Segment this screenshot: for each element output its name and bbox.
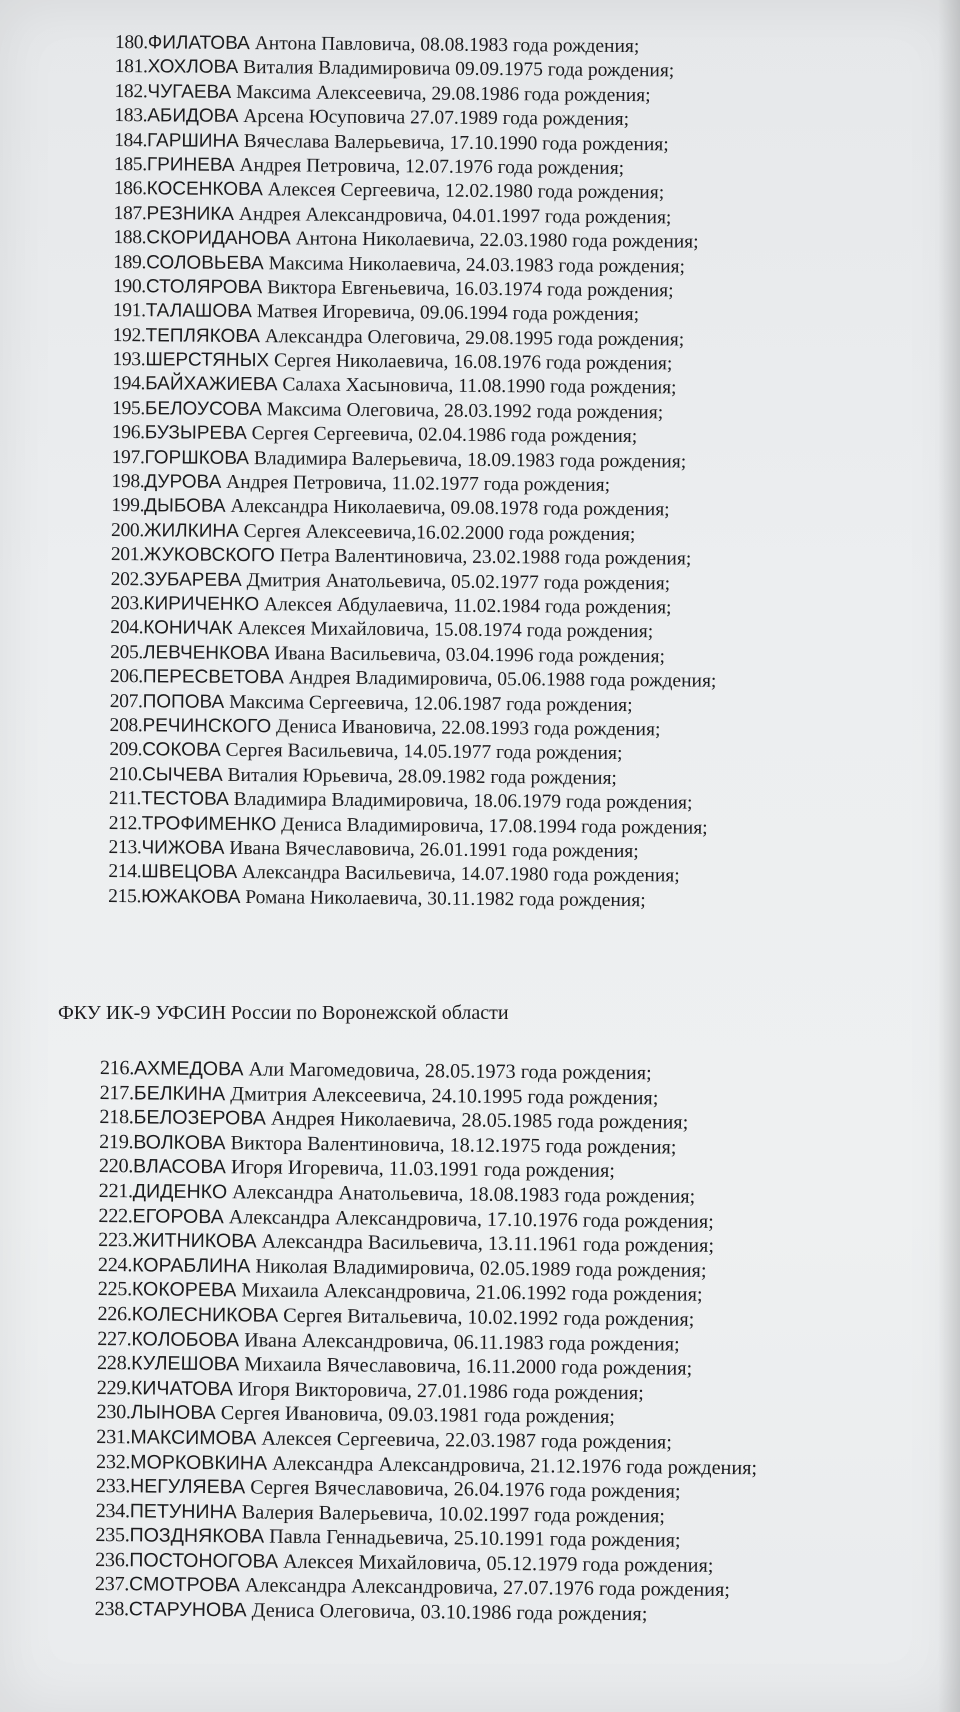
item-number: 204. xyxy=(110,617,144,639)
item-number: 216. xyxy=(99,1057,135,1080)
person-details: Михаила Вячеславовича, 16.11.2000 года рождения; xyxy=(239,1353,693,1380)
surname: КОСЕНКОВА xyxy=(146,178,263,201)
surname: КОРАБЛИНА xyxy=(132,1254,251,1278)
item-number: 196. xyxy=(111,422,145,444)
person-details: Сергея Витальевича, 10.02.1992 года рождения; xyxy=(278,1304,695,1331)
item-number: 230. xyxy=(96,1401,131,1424)
person-details: Салаха Хасыновича, 11.08.1990 года рождения; xyxy=(277,374,677,399)
item-number: 205. xyxy=(110,641,144,664)
surname: СМОТРОВА xyxy=(128,1573,240,1597)
person-details: Петра Валентиновича, 23.02.1988 года рождения; xyxy=(274,545,692,570)
item-number: 208. xyxy=(109,714,143,737)
surname: ПЕТУНИНА xyxy=(129,1499,237,1524)
item-number: 227. xyxy=(97,1327,132,1350)
item-number: 206. xyxy=(109,666,143,688)
surname: ГОРШКОВА xyxy=(144,446,250,469)
person-details: Виктора Валентиновича, 18.12.1975 года рождения; xyxy=(225,1131,677,1159)
person-details: Алексея Сергеевича, 12.02.1980 года рождения; xyxy=(262,179,665,204)
item-number: 214. xyxy=(108,861,142,883)
person-details: Павла Геннадьевича, 25.10.1991 года рождения; xyxy=(264,1525,681,1552)
person-details: Александра Олеговича, 29.08.1995 года рождения; xyxy=(259,325,685,351)
item-number: 217. xyxy=(99,1081,134,1104)
item-number: 191. xyxy=(112,300,146,322)
surname: СОЛОВЬЕВА xyxy=(146,251,264,274)
surname: ГАРШИНА xyxy=(146,129,239,152)
surname: НЕГУЛЯЕВА xyxy=(129,1475,246,1499)
surname: СОКОВА xyxy=(142,739,221,762)
person-details: Виталия Владимировича 09.09.1975 года рождения; xyxy=(238,57,675,82)
surname: ВОЛКОВА xyxy=(133,1131,226,1154)
person-details: Игоря Викторовича, 27.01.1986 года рождения; xyxy=(232,1378,644,1404)
item-number: 207. xyxy=(109,690,143,712)
person-details: Александра Николаевича, 09.08.1978 года рождения; xyxy=(225,496,670,521)
person-details: Сергея Сергеевича, 02.04.1986 года рождения; xyxy=(246,423,638,448)
item-number: 202. xyxy=(110,568,144,590)
item-number: 184. xyxy=(114,129,148,151)
person-details: Александра Васильевича, 14.07.1980 года рождения; xyxy=(237,862,680,887)
surname: ШВЕЦОВА xyxy=(141,861,238,884)
surname: БАЙХАЖИЕВА xyxy=(145,373,278,396)
surname: ЧИЖОВА xyxy=(141,837,225,859)
surname: ЖИЛКИНА xyxy=(143,520,239,542)
surname: РЕЧИНСКОГО xyxy=(142,715,272,738)
surname: КОЛЕСНИКОВА xyxy=(131,1303,279,1327)
person-details: Алексея Михайловича, 05.12.1979 года рождения; xyxy=(277,1550,714,1577)
person-details: Максима Сергеевича, 12.06.1987 года рождения; xyxy=(224,691,633,716)
person-list-second xyxy=(95,1056,761,1628)
surname: ЗУБАРЕВА xyxy=(143,568,242,591)
person-details: Дмитрия Алексеевича, 24.10.1995 года рождения; xyxy=(225,1082,659,1109)
item-number: 195. xyxy=(111,397,146,420)
person-details: Владимира Владимировича, 18.06.1979 года рождения; xyxy=(228,789,693,814)
person-details: Сергея Ивановича, 09.03.1981 года рождения; xyxy=(215,1402,616,1429)
surname: БЕЛКИНА xyxy=(133,1081,226,1105)
person-details: Ивана Александровича, 06.11.1983 года рождения; xyxy=(239,1328,680,1356)
person-details: Антона Павловича, 08.08.1983 года рождения; xyxy=(249,33,640,58)
person-details: Владимира Валерьевича, 18.09.1983 года рождения; xyxy=(248,447,687,473)
person-details: Вячеслава Валерьевича, 17.10.1990 года рождения; xyxy=(238,130,669,155)
item-number: 189. xyxy=(113,251,147,273)
item-number: 229. xyxy=(96,1376,132,1400)
surname: АХМЕДОВА xyxy=(133,1057,244,1081)
item-number: 182. xyxy=(114,80,148,103)
item-number: 213. xyxy=(108,836,142,859)
surname: ЛЫНОВА xyxy=(130,1401,216,1425)
surname: РЕЗНИКА xyxy=(146,202,235,225)
surname: КОКОРЕВА xyxy=(131,1278,237,1302)
surname: ПОПОВА xyxy=(142,690,225,713)
person-details: Алексея Сергеевича, 22.03.1987 года рождения; xyxy=(256,1427,672,1454)
section-heading: ФКУ ИК-9 УФСИН России по Воронежской области xyxy=(58,1002,509,1024)
person-details: Андрея Александровича, 04.01.1997 года рождения; xyxy=(233,203,672,229)
item-number: 188. xyxy=(113,227,147,249)
person-details: Максима Алексеевича, 29.08.1986 года рождения; xyxy=(231,81,651,106)
surname: ЧУГАЕВА xyxy=(147,81,232,103)
item-number: 200. xyxy=(110,519,145,542)
surname: ХОХЛОВА xyxy=(147,56,239,79)
person-details: Андрея Петровича, 11.02.1977 года рождения; xyxy=(221,471,611,496)
surname: КУЛЕШОВА xyxy=(131,1352,240,1376)
item-number: 201. xyxy=(110,544,144,566)
item-number: 233. xyxy=(95,1475,131,1498)
item-number: 223. xyxy=(98,1229,133,1252)
item-number: 235. xyxy=(95,1524,130,1547)
item-number: 222. xyxy=(98,1204,133,1227)
item-number: 224. xyxy=(97,1253,133,1277)
person-details: Ивана Васильевича, 03.04.1996 года рождения; xyxy=(269,642,666,668)
surname: ПЕРЕСВЕТОВА xyxy=(142,666,284,689)
person-details: Александра Васильевича, 13.11.1961 года рождения; xyxy=(256,1230,715,1258)
surname: КОЛОБОВА xyxy=(131,1327,240,1351)
item-number: 219. xyxy=(99,1130,134,1154)
person-details: Сергея Алексеевича,16.02.2000 года рождения; xyxy=(238,520,636,545)
person-details: Андрея Владимировича, 05.06.1988 года рождения; xyxy=(283,667,717,692)
surname: МАКСИМОВА xyxy=(130,1426,257,1450)
item-number: 197. xyxy=(111,446,145,468)
item-number: 236. xyxy=(95,1548,130,1572)
page-edge-shadow xyxy=(938,0,960,1712)
item-number: 193. xyxy=(112,349,146,371)
surname: СЫЧЕВА xyxy=(142,763,223,786)
item-number: 194. xyxy=(112,373,146,395)
person-details: Али Магомедовича, 28.05.1973 года рождения; xyxy=(243,1058,652,1085)
list-item xyxy=(108,885,715,914)
person-details: Антона Николаевича, 22.03.1980 года рождения; xyxy=(290,228,699,253)
person-details: Дениса Олеговича, 03.10.1986 года рождения; xyxy=(246,1599,648,1626)
item-number: 221. xyxy=(98,1179,133,1203)
surname: ДИДЕНКО xyxy=(132,1180,228,1204)
person-details: Максима Олеговича, 28.03.1992 года рождения; xyxy=(261,399,664,424)
item-number: 198. xyxy=(111,471,145,493)
person-details: Арсена Юсуповича 27.07.1989 года рождения; xyxy=(238,106,630,131)
item-number: 187. xyxy=(113,202,147,224)
item-number: 190. xyxy=(112,275,147,298)
surname: ГРИНЕВА xyxy=(146,154,235,176)
person-details: Сергея Вячеславовича, 26.04.1976 года рождения; xyxy=(245,1476,681,1503)
surname: СТАРУНОВА xyxy=(128,1598,247,1622)
surname: КОНИЧАК xyxy=(143,617,233,640)
item-number: 186. xyxy=(113,178,147,200)
surname: ТАЛАШОВА xyxy=(145,300,252,323)
item-number: 220. xyxy=(98,1155,134,1178)
surname: ДУРОВА xyxy=(144,471,222,493)
person-details: Андрея Петровича, 12.07.1976 года рождения; xyxy=(234,154,625,179)
item-number: 218. xyxy=(99,1106,134,1129)
person-details: Алексея Абдулаевича, 11.02.1984 года рождения; xyxy=(259,594,672,619)
surname: ДЫБОВА xyxy=(144,495,226,518)
person-details: Матвея Игоревича, 09.06.1994 года рождения; xyxy=(251,301,640,326)
surname: ВЛАСОВА xyxy=(132,1155,226,1179)
person-details: Андрея Николаевича, 28.05.1985 года рождения; xyxy=(265,1107,689,1134)
person-details: Александра Анатольевича, 18.08.1983 года рождения; xyxy=(227,1181,696,1208)
surname: АБИДОВА xyxy=(147,105,239,128)
item-number: 226. xyxy=(97,1302,132,1326)
surname: БЕЛОУСОВА xyxy=(144,398,262,421)
surname: ТРОФИМЕНКО xyxy=(141,812,277,835)
item-number: 234. xyxy=(95,1499,130,1522)
item-number: 180. xyxy=(114,31,148,54)
person-details: Александра Александровича, 27.07.1976 года рождения; xyxy=(239,1574,731,1602)
surname: КИРИЧЕНКО xyxy=(143,593,260,616)
person-details: Игоря Игоревича, 11.03.1991 года рождения; xyxy=(225,1156,616,1183)
surname: СКОРИДАНОВА xyxy=(146,227,291,250)
surname: ТЕПЛЯКОВА xyxy=(145,324,261,347)
person-details: Сергея Васильевича, 14.05.1977 года рождения; xyxy=(220,740,623,765)
person-details: Виталия Юрьевича, 28.09.1982 года рождения; xyxy=(222,764,617,789)
surname: ПОСТОНОГОВА xyxy=(129,1549,279,1573)
item-number: 210. xyxy=(109,763,143,785)
surname: ЖУКОВСКОГО xyxy=(143,544,275,567)
person-details: Александра Александровича, 17.10.1976 года рождения; xyxy=(223,1205,714,1233)
surname: СТОЛЯРОВА xyxy=(145,276,263,299)
person-details: Дениса Владимировича, 17.08.1994 года рождения; xyxy=(276,813,708,839)
person-details: Алексея Михайловича, 15.08.1974 года рождения; xyxy=(232,618,654,643)
person-details: Михаила Александровича, 21.06.1992 года рождения; xyxy=(236,1279,703,1307)
surname: ФИЛАТОВА xyxy=(147,32,250,55)
person-details: Максима Николаевича, 24.03.1983 года рождения; xyxy=(263,252,686,277)
item-number: 231. xyxy=(96,1425,131,1449)
item-number: 209. xyxy=(109,739,143,761)
item-number: 203. xyxy=(110,592,144,615)
person-details: Александра Александровича, 21.12.1976 года рождения; xyxy=(266,1452,758,1479)
person-details: Романа Николаевича, 30.11.1982 года рождения; xyxy=(240,886,646,911)
surname: ТЕСТОВА xyxy=(141,788,229,811)
item-number: 183. xyxy=(114,105,148,127)
item-number: 185. xyxy=(113,153,147,176)
person-details: Дмитрия Анатольевича, 05.02.1977 года рождения; xyxy=(241,569,671,594)
surname: БЕЛОЗЕРОВА xyxy=(133,1106,266,1130)
item-number: 181. xyxy=(114,56,148,78)
surname: ЮЖАКОВА xyxy=(141,885,241,908)
surname: МОРКОВКИНА xyxy=(130,1450,268,1475)
item-number: 237. xyxy=(94,1573,130,1596)
surname: ПОЗДНЯКОВА xyxy=(129,1524,265,1548)
person-details: Валерия Валерьевича, 10.02.1997 года рождения; xyxy=(236,1501,666,1528)
person-details: Дениса Ивановича, 22.08.1993 года рождения; xyxy=(271,716,661,741)
surname: ЖИТНИКОВА xyxy=(132,1229,257,1253)
surname: БУЗЫРЕВА xyxy=(144,422,247,445)
item-number: 225. xyxy=(97,1278,133,1301)
surname: ЕГОРОВА xyxy=(132,1204,224,1228)
person-list-first xyxy=(108,31,721,914)
item-number: 212. xyxy=(108,812,142,834)
person-details: Ивана Вячеславовича, 26.01.1991 года рождения; xyxy=(224,837,639,863)
item-number: 228. xyxy=(96,1352,132,1375)
item-number: 232. xyxy=(96,1450,131,1473)
surname: ЛЕВЧЕНКОВА xyxy=(142,642,270,664)
item-number: 199. xyxy=(111,495,145,517)
item-number: 211. xyxy=(108,788,142,810)
item-number: 215. xyxy=(108,885,142,907)
person-details: Виктора Евгеньевича, 16.03.1974 года рождения; xyxy=(262,277,674,302)
item-number: 238. xyxy=(94,1598,129,1621)
person-details: Николая Владимировича, 02.05.1989 года рождения; xyxy=(250,1255,707,1282)
surname: КИЧАТОВА xyxy=(130,1377,233,1401)
item-number: 192. xyxy=(112,324,146,346)
person-details: Сергея Николаевича, 16.08.1976 года рождения; xyxy=(269,350,673,375)
surname: ШЕРСТЯНЫХ xyxy=(145,349,270,372)
